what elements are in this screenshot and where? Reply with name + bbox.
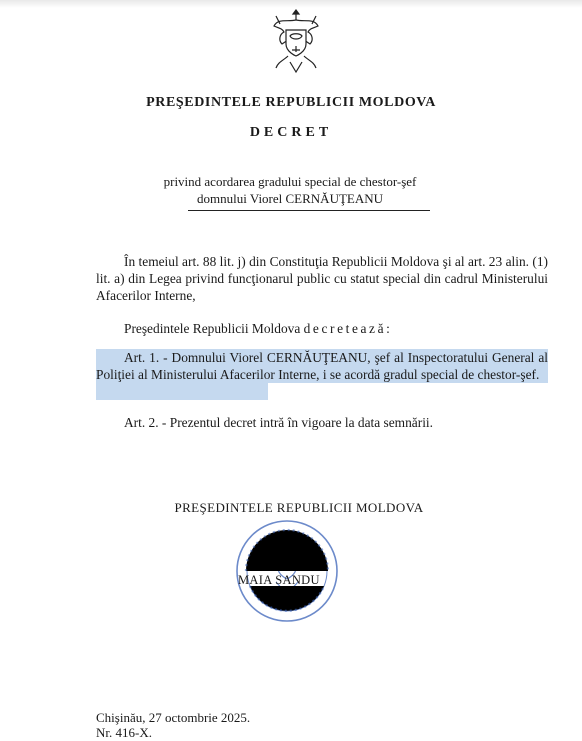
subject-line-2: domnului Viorel CERNĂUŢEANU (196, 191, 384, 206)
decree-subject (150, 173, 430, 207)
official-seal-icon (232, 516, 342, 626)
decree-formula-verb: decretează: (303, 321, 393, 336)
signatory-name: MAIA SANDU (238, 573, 320, 587)
issuer-title: PREŞEDINTELE REPUBLICII MOLDOVA (146, 95, 436, 110)
document-type: DECRET (249, 125, 333, 140)
place-and-date: Chişinău, 27 octombrie 2025. (96, 710, 251, 725)
decree-formula-prefix: Preşedintele Republicii Moldova (124, 321, 301, 336)
signatory-title: PREŞEDINTELE REPUBLICII MOLDOVA (174, 500, 424, 515)
moldova-coat-of-arms-icon (270, 6, 322, 78)
legal-basis-paragraph: În temeiul art. 88 lit. j) din Constituţia Republicii Moldova şi al art. 23 alin. (1) lit. a) din Legea privind funcţionarul public cu statut special din cadrul Ministerului Afacerilor Interne, (96, 254, 548, 303)
text-selection-highlight (96, 383, 268, 400)
article-2: Art. 2. - Prezentul decret intră în vigoare la data semnării. (124, 415, 433, 430)
subject-underline (188, 210, 430, 211)
subject-line-1: privind acordarea gradului special de chestor-şef (163, 174, 417, 189)
decree-formula (96, 320, 548, 337)
article-1[interactable]: Art. 1. - Domnului Viorel CERNĂUŢEANU, şef al Inspectoratului General al Poliţiei al Ministerului Afacerilor Interne, i se acordă gradul special de chestor-şef. (96, 350, 548, 382)
decree-number: Nr. 416-X. (96, 725, 152, 740)
